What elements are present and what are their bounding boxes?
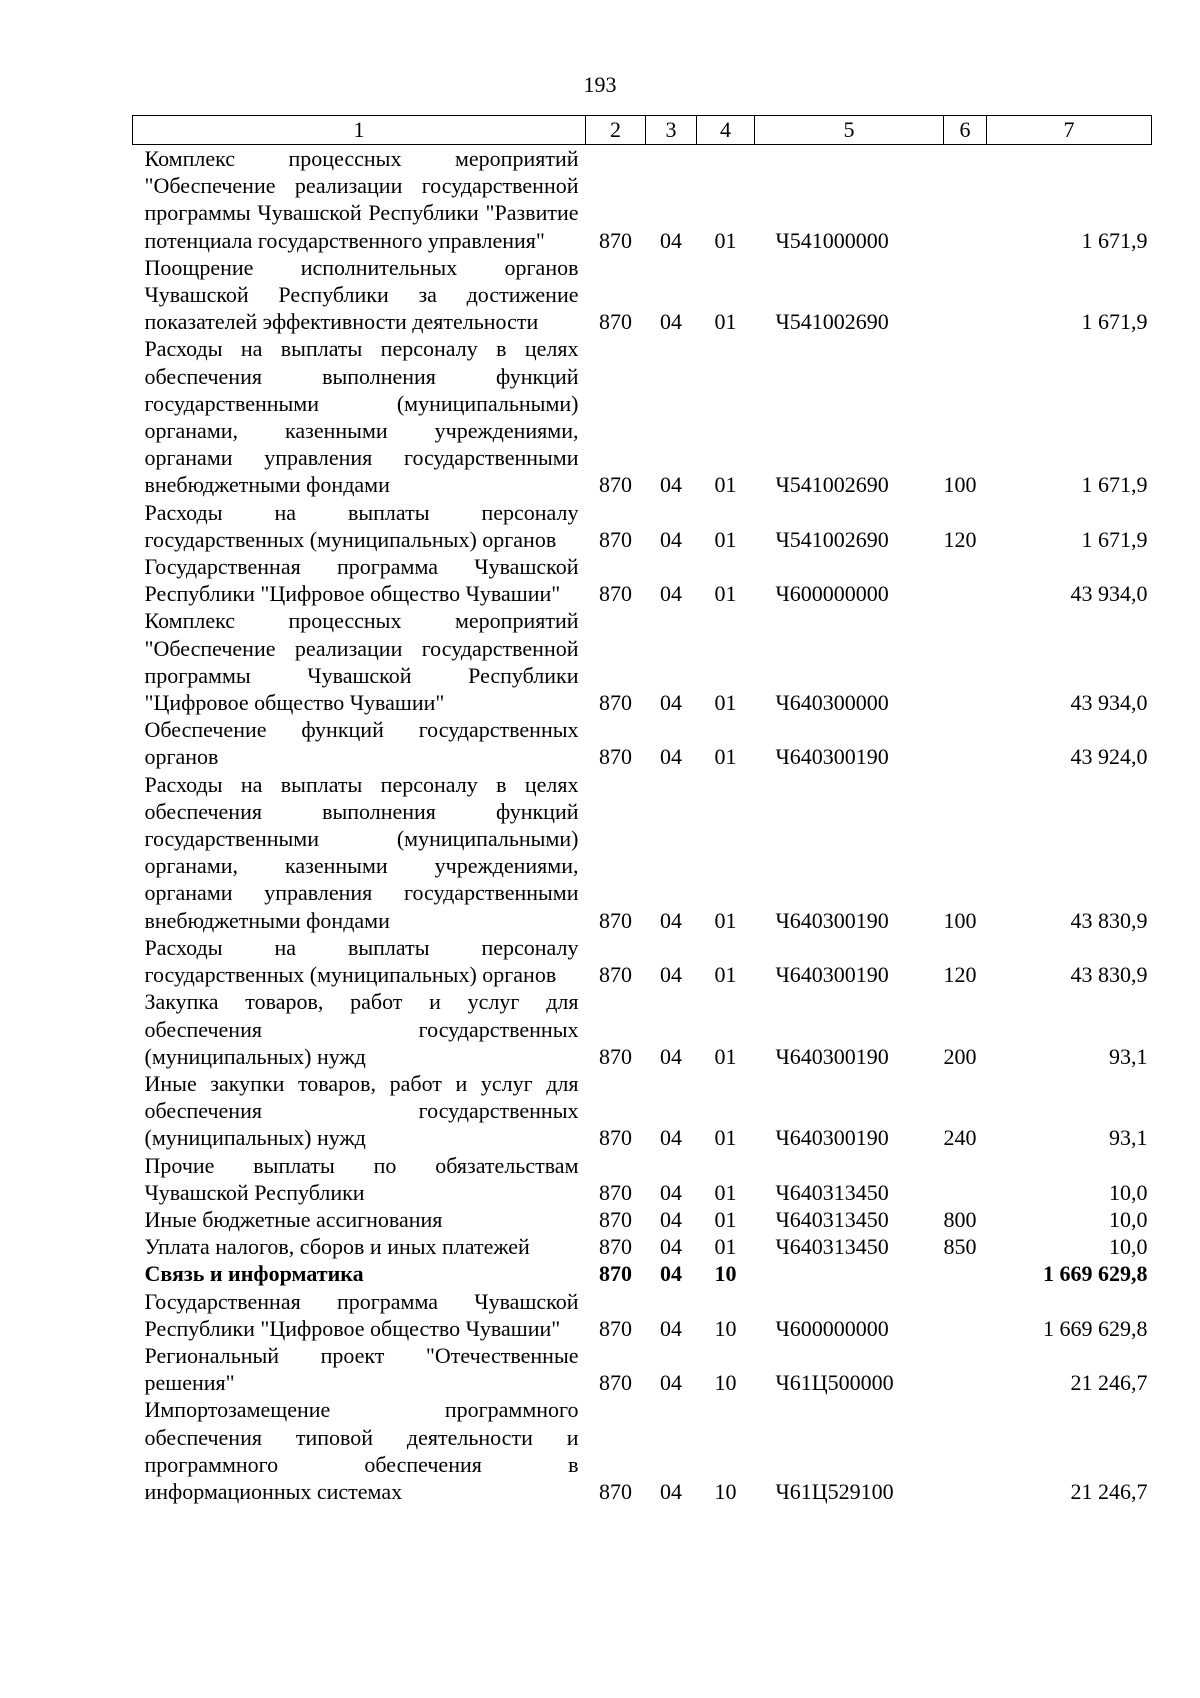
row-name-text: Государственная программа Чувашской Республики "Цифровое общество Чувашии" [144, 1288, 579, 1341]
row-amount: 10,0 [1109, 1234, 1148, 1260]
row-amount: 43 934,0 [1070, 581, 1148, 607]
row-target-article: Ч541002690 [775, 526, 889, 552]
row-expense-type: 100 [943, 907, 977, 933]
table-row [133, 1233, 1152, 1260]
row-target-article: Ч61Ц500000 [775, 1370, 894, 1396]
page-number: 193 [583, 72, 617, 97]
row-expense-type: 120 [943, 962, 977, 988]
row-amount: 1 669 629,8 [1043, 1315, 1148, 1341]
row-expense-type [944, 254, 987, 336]
row-target-article: Ч640313450 [775, 1179, 889, 1205]
row-section-code: 04 [660, 1206, 682, 1232]
row-name-text: Закупка товаров, работ и услуг для обеспечения государственных (муниципальных) нужд [144, 989, 579, 1069]
row-name [133, 1070, 586, 1152]
table-row [133, 1070, 1152, 1152]
row-subsection-code: 10 [714, 1315, 737, 1341]
row-section-code: 04 [660, 1261, 682, 1287]
row-target-article: Ч640300190 [775, 1043, 889, 1069]
row-expense-type: 120 [943, 526, 977, 552]
row-ministry-code: 870 [599, 690, 632, 716]
row-ministry-code: 870 [599, 1206, 632, 1232]
row-section-code: 04 [660, 1370, 682, 1396]
row-name-text: Прочие выплаты по обязательствам Чувашской Республики [144, 1152, 579, 1205]
row-section-code: 04 [660, 227, 682, 253]
row-target-article: Ч640313450 [775, 1206, 889, 1232]
header-col-2: 2 [586, 116, 646, 145]
row-ministry-code: 870 [599, 1478, 632, 1504]
row-amount: 43 830,9 [1070, 962, 1148, 988]
row-name [133, 499, 586, 553]
table-row [133, 1288, 1152, 1342]
row-name [133, 1342, 586, 1396]
row-expense-type: 240 [943, 1125, 977, 1151]
row-amount: 43 830,9 [1070, 907, 1148, 933]
header-row [133, 116, 1152, 145]
row-target-article: Ч640300000 [775, 690, 889, 716]
row-amount: 1 671,9 [1081, 309, 1148, 335]
row-name [133, 1206, 586, 1233]
row-expense-type [944, 1396, 987, 1505]
row-amount: 21 246,7 [1070, 1370, 1148, 1396]
row-section-code: 04 [660, 1315, 682, 1341]
row-name [133, 988, 586, 1070]
table-row [133, 1396, 1152, 1505]
row-section-code: 04 [660, 472, 682, 498]
row-target-article: Ч600000000 [775, 1315, 889, 1341]
row-expense-type [944, 145, 987, 254]
row-ministry-code: 870 [599, 1370, 632, 1396]
row-target-article: Ч541000000 [775, 227, 889, 253]
table-row [133, 254, 1152, 336]
row-name-text: Расходы на выплаты персоналу в целях обеспечения выполнения функций государственными (муниципальными) органами, казенными учреждениями, органами управления государственными внебюджетными фондами [144, 771, 579, 933]
row-expense-type: 850 [943, 1234, 977, 1260]
row-name-text: Уплата налогов, сборов и иных платежей [144, 1234, 530, 1260]
row-expense-type [944, 1342, 987, 1396]
row-section-code: 04 [660, 1234, 682, 1260]
header-col-3: 3 [646, 116, 697, 145]
table-row [133, 335, 1152, 498]
table-row [133, 553, 1152, 607]
row-expense-type: 800 [943, 1206, 977, 1232]
row-target-article: Ч640300190 [775, 907, 889, 933]
row-ministry-code: 870 [599, 1261, 632, 1287]
row-subsection-code: 01 [714, 690, 737, 716]
table-row [133, 145, 1152, 254]
row-name [133, 1233, 586, 1260]
row-target-article [755, 1260, 944, 1287]
row-subsection-code: 01 [714, 1125, 737, 1151]
row-name-text: Комплекс процессных мероприятий "Обеспечение реализации государственной программы Чувашской Республики "Развитие потенциала государственного управления" [144, 146, 579, 253]
row-subsection-code: 10 [714, 1478, 737, 1504]
row-name [133, 1260, 586, 1287]
row-ministry-code: 870 [599, 962, 632, 988]
row-ministry-code: 870 [599, 472, 632, 498]
row-section-code: 04 [660, 581, 682, 607]
table-row [133, 1260, 1152, 1287]
row-target-article: Ч600000000 [775, 581, 889, 607]
row-name [133, 716, 586, 770]
row-name-text: Иные бюджетные ассигнования [144, 1206, 443, 1232]
row-amount: 1 671,9 [1081, 472, 1148, 498]
row-name [133, 607, 586, 716]
table-row [133, 1206, 1152, 1233]
row-name-text: Поощрение исполнительных органов Чувашской Республики за достижение показателей эффективности деятельности [144, 254, 579, 335]
row-section-code: 04 [660, 1043, 682, 1069]
header-col-5: 5 [755, 116, 944, 145]
row-subsection-code: 01 [714, 744, 737, 770]
row-name [133, 145, 586, 254]
row-expense-type: 200 [943, 1043, 977, 1069]
row-subsection-code: 01 [714, 227, 737, 253]
row-ministry-code: 870 [599, 744, 632, 770]
row-name-text: Импортозамещение программного обеспечения типовой деятельности и программного обеспечения в информационных системах [144, 1397, 579, 1504]
row-section-code: 04 [660, 962, 682, 988]
header-col-1: 1 [133, 116, 586, 145]
row-expense-type [944, 1260, 987, 1287]
row-ministry-code: 870 [599, 227, 632, 253]
table-body [133, 145, 1152, 1506]
row-section-code: 04 [660, 309, 682, 335]
header-col-7: 7 [987, 116, 1152, 145]
row-name [133, 1152, 586, 1206]
table-header [133, 116, 1152, 145]
row-name [133, 335, 586, 498]
row-amount: 1 671,9 [1081, 227, 1148, 253]
table-row [133, 771, 1152, 934]
row-subsection-code: 01 [714, 526, 737, 552]
row-name [133, 771, 586, 934]
table-row [133, 716, 1152, 770]
table-row [133, 607, 1152, 716]
row-amount: 43 924,0 [1070, 744, 1148, 770]
header-col-6: 6 [944, 116, 987, 145]
row-name-text: Обеспечение функций государственных органов [144, 717, 579, 770]
table-row [133, 988, 1152, 1070]
row-section-code: 04 [660, 744, 682, 770]
row-target-article: Ч640300190 [775, 962, 889, 988]
row-subsection-code: 01 [714, 907, 737, 933]
row-subsection-code: 01 [714, 1043, 737, 1069]
table-row [133, 1152, 1152, 1206]
row-amount: 43 934,0 [1070, 690, 1148, 716]
row-subsection-code: 01 [714, 1234, 737, 1260]
row-ministry-code: 870 [599, 907, 632, 933]
row-name-text: Расходы на выплаты персоналу государственных (муниципальных) органов [144, 934, 579, 988]
row-target-article: Ч640300190 [775, 744, 889, 770]
row-subsection-code: 01 [714, 1179, 737, 1205]
row-ministry-code: 870 [599, 1315, 632, 1341]
row-target-article: Ч541002690 [775, 309, 889, 335]
row-amount: 1 671,9 [1081, 526, 1148, 552]
row-section-code: 04 [660, 526, 682, 552]
row-subsection-code: 10 [714, 1261, 737, 1287]
row-name-text: Государственная программа Чувашской Республики "Цифровое общество Чувашии" [144, 554, 579, 607]
row-subsection-code: 01 [714, 472, 737, 498]
row-name [133, 553, 586, 607]
row-target-article: Ч640313450 [775, 1234, 889, 1260]
budget-table [132, 115, 1152, 1505]
row-amount: 10,0 [1109, 1206, 1148, 1232]
row-expense-type [944, 1288, 987, 1342]
header-col-4: 4 [697, 116, 755, 145]
table-row [133, 499, 1152, 553]
row-ministry-code: 870 [599, 1234, 632, 1260]
row-name-text: Комплекс процессных мероприятий "Обеспечение реализации государственной программы Чувашской Республики "Цифровое общество Чувашии" [144, 608, 579, 716]
row-section-code: 04 [660, 1478, 682, 1504]
row-ministry-code: 870 [599, 1043, 632, 1069]
row-ministry-code: 870 [599, 526, 632, 552]
row-name-text: Региональный проект "Отечественные решения" [144, 1342, 579, 1396]
table-row [133, 934, 1152, 988]
row-amount: 10,0 [1109, 1179, 1148, 1205]
row-subsection-code: 01 [714, 581, 737, 607]
row-name-text: Расходы на выплаты персоналу в целях обеспечения выполнения функций государственными (муниципальными) органами, казенными учреждениями, органами управления государственными внебюджетными фондами [144, 336, 579, 498]
row-name-text: Связь и информатика [144, 1261, 364, 1287]
row-subsection-code: 10 [714, 1370, 737, 1396]
row-target-article: Ч640300190 [775, 1125, 889, 1151]
row-section-code: 04 [660, 907, 682, 933]
row-target-article: Ч61Ц529100 [775, 1478, 894, 1504]
row-target-article: Ч541002690 [775, 472, 889, 498]
row-ministry-code: 870 [599, 581, 632, 607]
row-expense-type: 100 [943, 472, 977, 498]
row-amount: 93,1 [1109, 1125, 1148, 1151]
row-name [133, 254, 586, 336]
row-ministry-code: 870 [599, 1125, 632, 1151]
row-expense-type [944, 607, 987, 716]
row-section-code: 04 [660, 1125, 682, 1151]
row-section-code: 04 [660, 690, 682, 716]
row-expense-type [944, 1152, 987, 1206]
row-section-code: 04 [660, 1179, 682, 1205]
row-ministry-code: 870 [599, 309, 632, 335]
row-ministry-code: 870 [599, 1179, 632, 1205]
row-subsection-code: 01 [714, 962, 737, 988]
table-row [133, 1342, 1152, 1396]
row-name-text: Расходы на выплаты персоналу государственных (муниципальных) органов [144, 499, 579, 552]
row-expense-type [944, 716, 987, 770]
row-amount: 93,1 [1109, 1043, 1148, 1069]
row-amount: 1 669 629,8 [1043, 1261, 1148, 1287]
row-name [133, 934, 586, 988]
row-name [133, 1396, 586, 1505]
row-subsection-code: 01 [714, 1206, 737, 1232]
row-expense-type [944, 553, 987, 607]
row-subsection-code: 01 [714, 309, 737, 335]
row-name [133, 1288, 586, 1342]
row-amount: 21 246,7 [1070, 1478, 1148, 1504]
row-name-text: Иные закупки товаров, работ и услуг для обеспечения государственных (муниципальных) нужд [144, 1070, 579, 1151]
